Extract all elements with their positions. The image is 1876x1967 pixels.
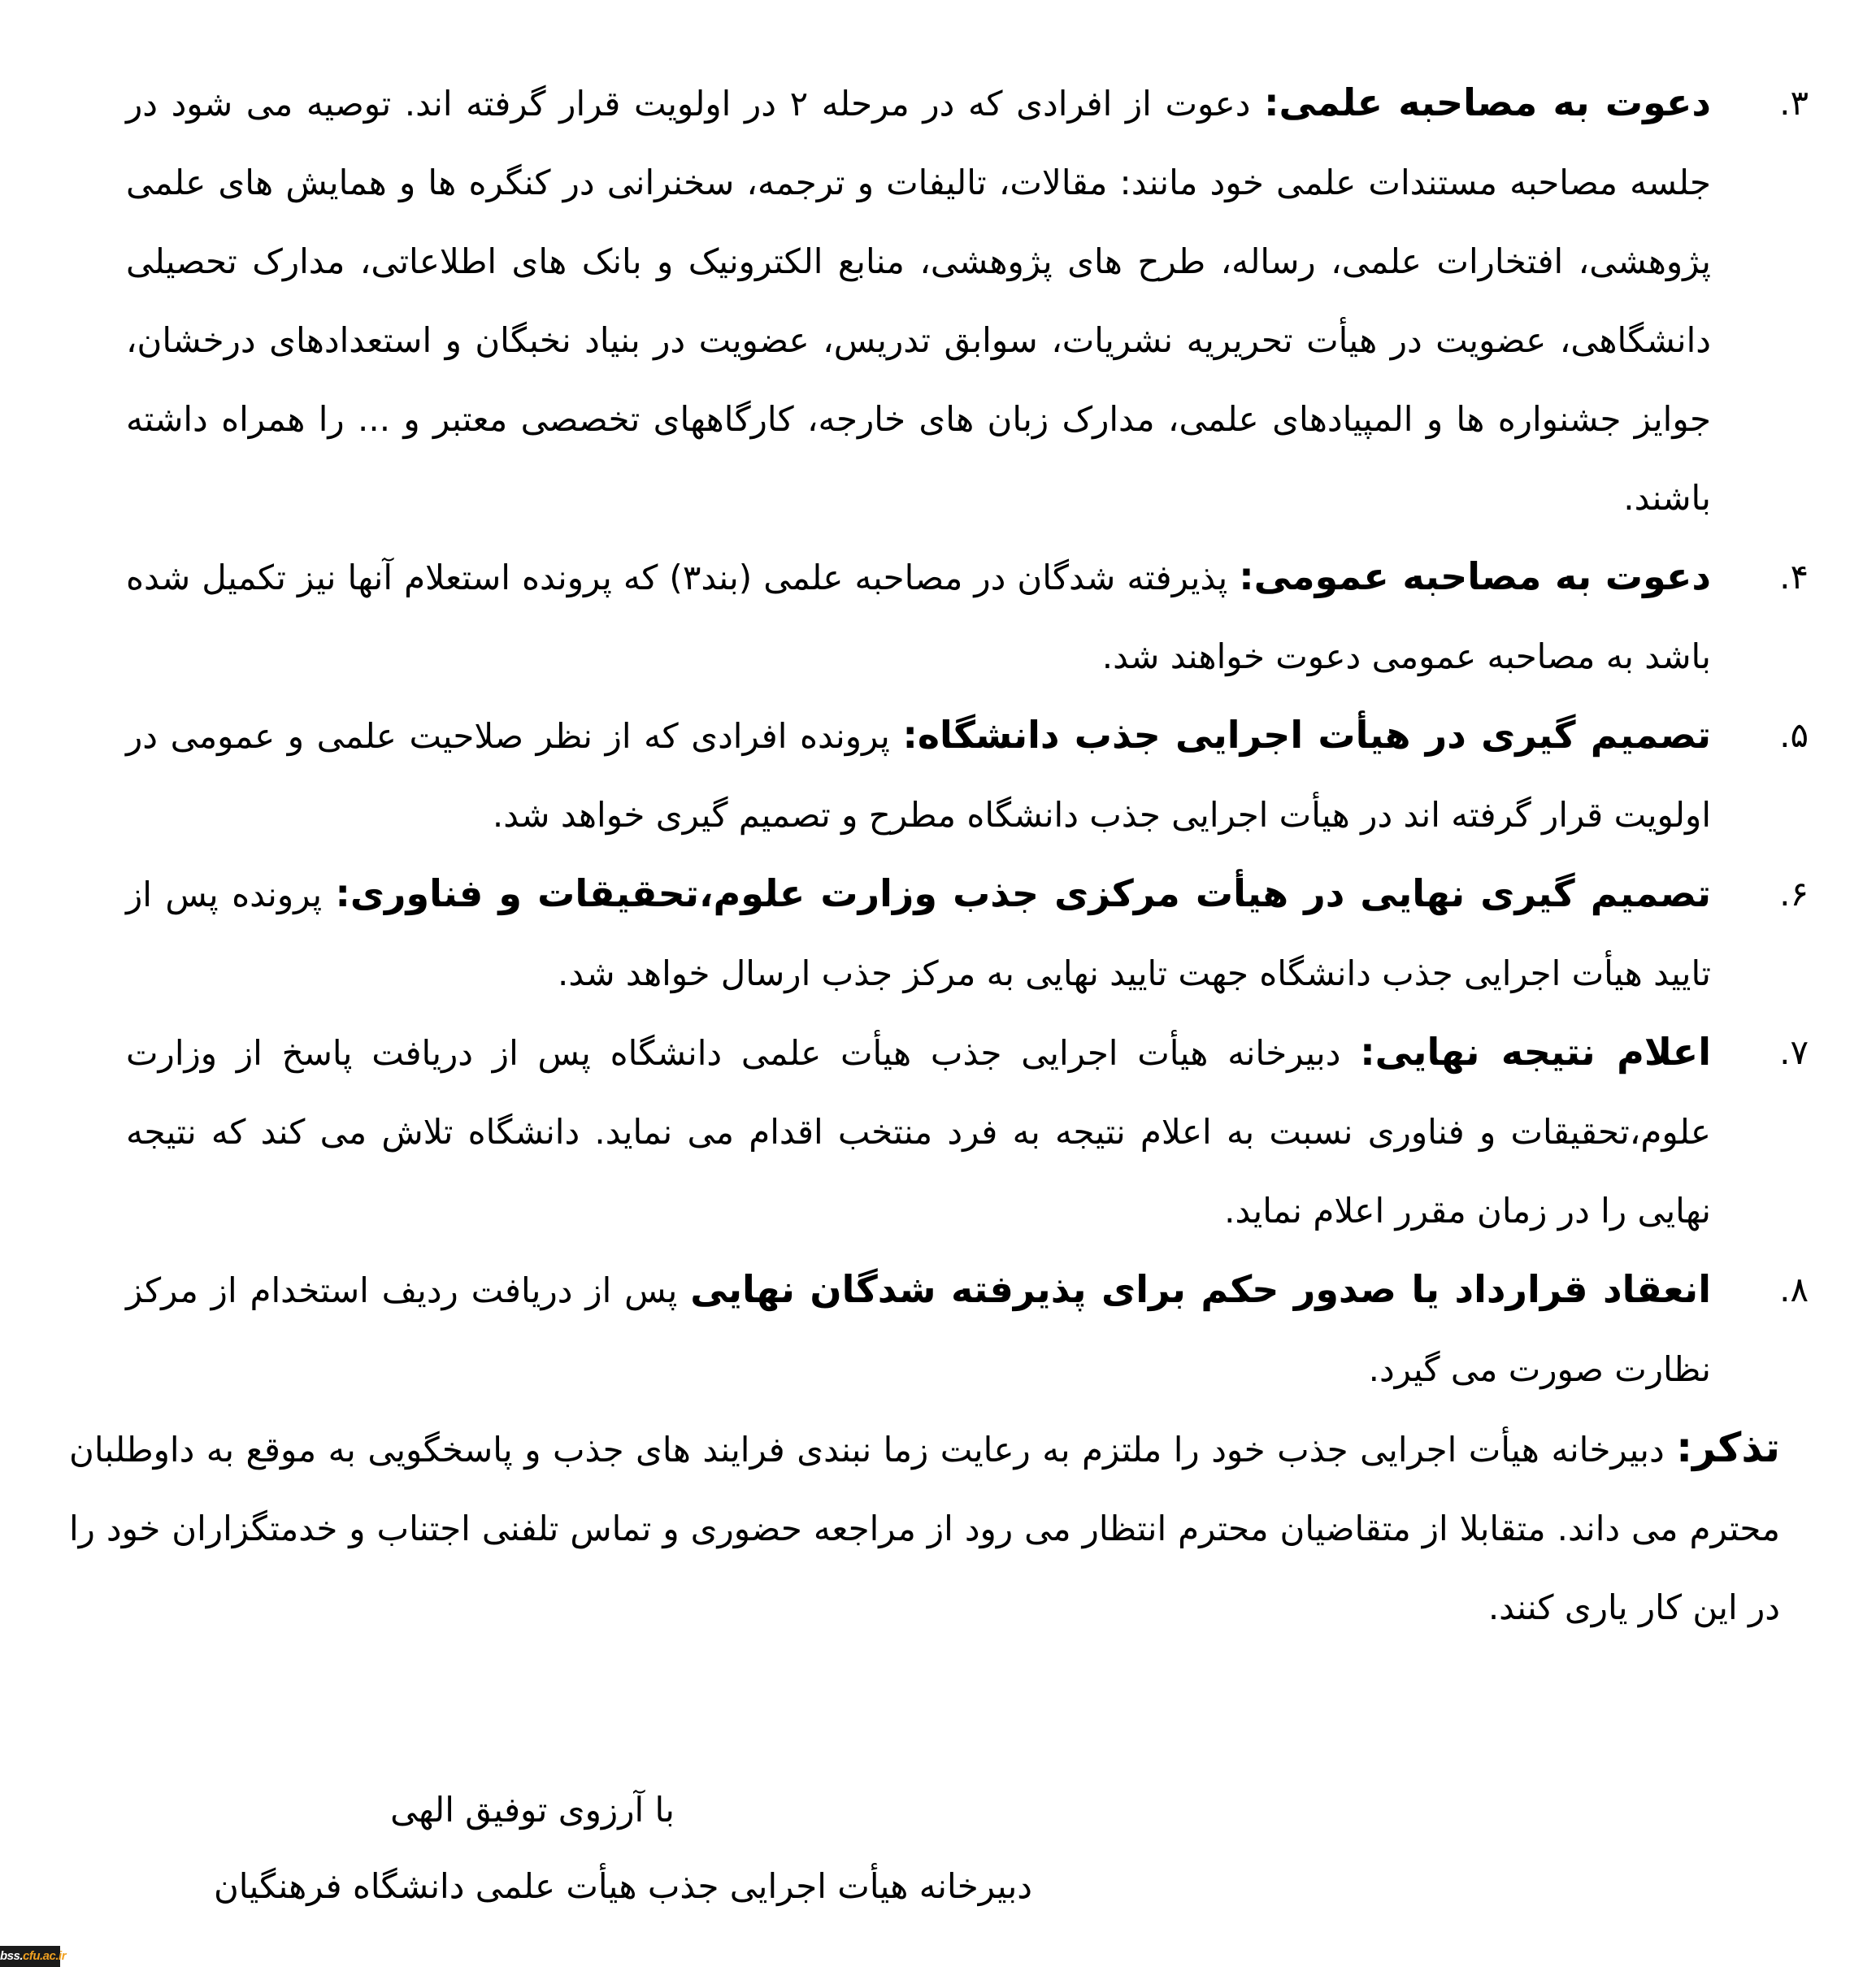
watermark-domain: cfu.ac.ir <box>23 1949 67 1963</box>
item-number: ۶. <box>1779 874 1809 914</box>
item-number: ۳. <box>1779 83 1809 123</box>
item-title: اعلام نتیجه نهایی: <box>1360 1030 1711 1074</box>
note-title: تذکر: <box>1676 1424 1780 1471</box>
list-item-4 <box>69 537 1809 696</box>
watermark-prefix: bss. <box>0 1949 24 1963</box>
item-number: ۸. <box>1779 1270 1809 1309</box>
list-item-3 <box>69 63 1809 537</box>
item-number: ۴. <box>1779 557 1809 597</box>
item-text: پرونده پس از تایید هیأت اجرایی جذب دانشگاه جهت تایید نهایی به مرکز جذب ارسال خواهد شد. <box>126 875 1711 993</box>
list-item-5 <box>69 696 1809 854</box>
item-title: تصمیم گیری نهایی در هیأت مرکزی جذب وزارت علوم،تحقیقات و فناوری: <box>335 871 1712 915</box>
item-title: دعوت به مصاحبه علمی: <box>1264 80 1712 124</box>
item-number: ۷. <box>1779 1032 1809 1072</box>
site-watermark <box>0 1946 67 1967</box>
closing-block <box>0 1772 1032 1925</box>
note-text: دبیرخانه هیأت اجرایی جذب خود را ملتزم به رعایت زما نبندی فرایند های جذب و پاسخگویی به موقع به داوطلبان محترم می داند. متقابلا از متقاضیان محترم انتظار می رود از مراجعه حضوری و تماس تلفنی اجتناب و خدمتگزاران خود را در این کار یاری کنند. <box>69 1430 1780 1627</box>
list-item-8 <box>69 1250 1809 1409</box>
item-text: پرونده افرادی که از نظر صلاحیت علمی و عمومی در اولویت قرار گرفته اند در هیأت اجرایی جذب دانشگاه مطرح و تصمیم گیری خواهد شد. <box>126 716 1711 835</box>
item-title: دعوت به مصاحبه عمومی: <box>1239 554 1711 598</box>
note-paragraph <box>69 1409 1809 1647</box>
item-number: ۵. <box>1779 715 1809 755</box>
list-item-6 <box>69 854 1809 1013</box>
item-text: دبیرخانه هیأت اجرایی جذب هیأت علمی دانشگاه پس از دریافت پاسخ از وزارت علوم،تحقیقات و فناوری نسبت به اعلام نتیجه به فرد منتخب اقدام می نماید. دانشگاه تلاش می کند که نتیجه نهایی را در زمان مقرر اعلام نماید. <box>126 1033 1711 1231</box>
item-text: دعوت از افرادی که در مرحله ۲ در اولویت قرار گرفته اند. توصیه می شود در جلسه مصاحبه مستندات علمی خود مانند: مقالات، تالیفات و ترجمه، سخنرانی در کنگره ها و همایش های علمی پژوهشی، افتخارات علمی، رساله، طرح های پژوهشی، منابع الکترونیک و بانک های اطلاعاتی، مدارک تحصیلی دانشگاهی، عضویت در هیأت تحریریه نشریات، سوابق تدریس، عضویت در بنیاد نخبگان و استعدادهای درخشان، جوایز جشنواره ها و المپیادهای علمی، مدارک زبان های خارجه، کارگاههای تخصصی معتبر و ... را همراه داشته باشند. <box>126 84 1711 518</box>
document-body <box>69 63 1809 1647</box>
item-title: انعقاد قرارداد یا صدور حکم برای پذیرفته شدگان نهایی <box>690 1267 1711 1311</box>
closing-wish: با آرزوی توفیق الهی <box>390 1790 675 1830</box>
item-title: تصمیم گیری در هیأت اجرایی جذب دانشگاه: <box>902 713 1711 757</box>
list-item-7 <box>69 1013 1809 1250</box>
signature: دبیرخانه هیأت اجرایی جذب هیأت علمی دانشگاه فرهنگیان <box>213 1866 1032 1906</box>
item-text: پذیرفته شدگان در مصاحبه علمی (بند۳) که پرونده استعلام آنها نیز تکمیل شده باشد به مصاحبه عمومی دعوت خواهند شد. <box>126 558 1711 676</box>
item-text: پس از دریافت ردیف استخدام از مرکز نظارت صورت می گیرد. <box>126 1270 1711 1389</box>
